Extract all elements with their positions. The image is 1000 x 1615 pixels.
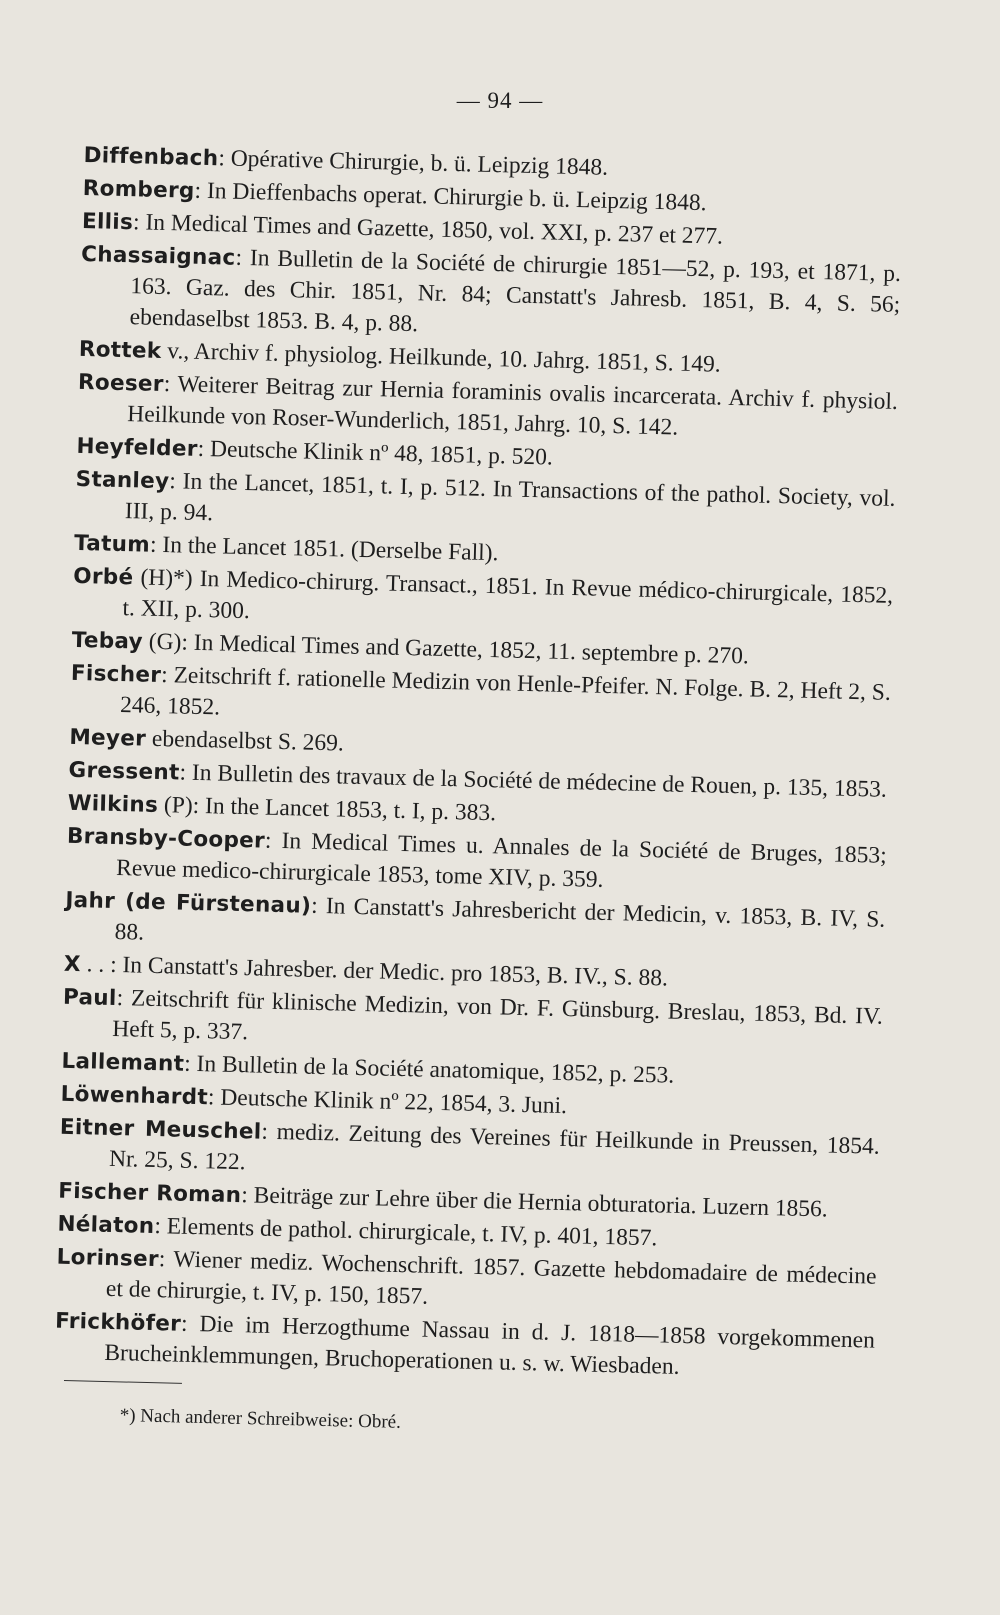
entry-separator: : xyxy=(154,1213,168,1240)
entry-separator: : xyxy=(116,985,132,1012)
entry-citation: In Bulletin de la Société de chirurgie 1851—52, p. 193, et 1871, p. 163. Gaz. des Chir. 1851, Nr. 84; Canstatt's Jahresb. 1851, B. 4, S. 56; ebendaselbst 1853. B. 4, p. 88. xyxy=(129,245,902,338)
entry-separator: : xyxy=(183,1050,197,1078)
bibliography-entry xyxy=(79,239,901,352)
entry-separator: : xyxy=(149,531,163,559)
entry-separator: : xyxy=(310,892,327,920)
entry-separator: : xyxy=(197,435,211,463)
entry-author: Romberg xyxy=(82,175,195,204)
entry-author: Stanley xyxy=(75,466,170,495)
entry-author: Frickhöfer xyxy=(54,1308,182,1337)
entry-separator: : xyxy=(179,759,193,786)
entry-citation: Zeitschrift f. rationelle Medizin von Henle-Pfeifer. N. Folge. B. 2, Heft 2, S. 246, 1852. xyxy=(119,662,892,721)
entry-author: Jahr (de Fürstenau) xyxy=(65,887,312,919)
entry-citation: mediz. Zeitung des Vereines für Heilkunde in Preussen, 1854. Nr. 25, S. 122. xyxy=(108,1119,880,1176)
bibliography-list xyxy=(54,140,904,1390)
entry-author: Lorinser xyxy=(56,1244,160,1273)
entry-citation: In Medical Times u. Annales de la Société de Bruges, 1853; Revue medico-chirurgicale 1853, tome XIV, p. 359. xyxy=(115,828,888,893)
entry-author: Paul xyxy=(62,984,117,1012)
entry-citation: In Bulletin des travaux de la Société de médecine de Rouen, p. 135, 1853. xyxy=(191,759,888,803)
entry-author: Fischer Roman xyxy=(58,1178,242,1209)
entry-citation: Weiterer Beitrag zur Hernia foraminis ovalis incarcerata. Archiv f. physiol. Heilkunde von Roser-Wunderlich, 1851, Jahrg. 10, S. 142. xyxy=(126,371,899,441)
entry-author: Orbé xyxy=(73,563,134,591)
entry-author: Roeser xyxy=(77,369,165,398)
entry-author: Bransby-Cooper xyxy=(66,823,266,854)
entry-citation: v., Archiv f. physiolog. Heilkunde, 10. Jahrg. 1851, S. 149. xyxy=(166,338,721,378)
entry-author: Nélaton xyxy=(57,1211,155,1240)
footnote: *) Nach anderer Schreibweise: Obré. xyxy=(119,1405,402,1433)
entry-author: X xyxy=(63,951,82,978)
entry-citation: In the Lancet, 1851, t. I, p. 512. In Transactions of the pathol. Society, vol. III, p. 94. xyxy=(124,468,896,527)
entry-author: Heyfelder xyxy=(76,433,198,462)
entry-author: Tatum xyxy=(73,530,151,558)
entry-author: Lallemant xyxy=(61,1048,185,1077)
entry-citation: Wiener mediz. Wochenschrift. 1857. Gazette hebdomadaire de médecine et de chirurgie, t. IV, p. 150, 1857. xyxy=(105,1246,877,1310)
entry-citation: In Canstatt's Jahresbericht der Medicin, v. 1853, B. IV, S. 88. xyxy=(114,893,886,946)
entry-separator: : xyxy=(160,662,174,689)
entry-separator: : xyxy=(218,145,232,172)
entry-citation: In Canstatt's Jahresber. der Medic. pro 1853, B. IV., S. 88. xyxy=(122,952,669,992)
entry-separator: : xyxy=(264,827,282,855)
entry-author: Meyer xyxy=(69,724,147,752)
entry-citation: ebendaselbst S. 269. xyxy=(151,725,345,757)
entry-author: Ellis xyxy=(81,208,134,236)
entry-citation: (G): In Medical Times and Gazette, 1852, 11. septembre p. 270. xyxy=(148,628,750,670)
entry-author: Fischer xyxy=(70,660,162,689)
entry-author: Diffenbach xyxy=(83,142,219,172)
entry-citation: In Dieffenbachs operat. Chirurgie b. ü. Leipzig 1848. xyxy=(206,178,707,217)
entry-separator: : xyxy=(163,371,178,398)
entry-citation: Deutsche Klinik nº 22, 1854, 3. Juni. xyxy=(220,1084,568,1120)
entry-citation: Beiträge zur Lehre über die Hernia obturatoria. Luzern 1856. xyxy=(253,1182,829,1223)
entry-author: Wilkins xyxy=(67,790,159,819)
entry-citation: (H)*) In Medico-chirurg. Transact., 1851. In Revue médico-chirurgicale, 1852, t. XII, p. 300. xyxy=(122,564,894,625)
entry-separator: : xyxy=(180,1310,200,1338)
entry-citation: Die im Herzogthume Nassau in d. J. 1818—1858 vorgekommenen Brucheinklemmungen, Bruchoperationen u. s. w. Wiesbaden. xyxy=(104,1311,876,1380)
entry-separator: : xyxy=(261,1118,277,1145)
entry-separator: : xyxy=(240,1182,255,1209)
entry-author: Gressent xyxy=(68,757,180,786)
entry-separator: : xyxy=(194,177,208,205)
entry-separator: : xyxy=(207,1084,221,1111)
entry-author: Löwenhardt xyxy=(60,1081,209,1111)
entry-author: Eitner Meuschel xyxy=(59,1114,262,1145)
entry-separator: : xyxy=(169,468,183,495)
entry-citation: (P): In the Lancet 1853, t. I, p. 383. xyxy=(163,792,497,827)
footnote-divider xyxy=(64,1380,182,1384)
entry-citation: Elements de pathol. chirurgicale, t. IV, p. 401, 1857. xyxy=(166,1213,658,1252)
entry-separator: : xyxy=(132,209,146,236)
entry-separator: . . : xyxy=(80,951,123,979)
entry-separator: : xyxy=(158,1246,174,1273)
entry-citation: In Medical Times and Gazette, 1850, vol. XXI, p. 237 et 277. xyxy=(145,209,724,250)
entry-author: Rottek xyxy=(78,336,162,364)
entry-author: Tebay xyxy=(71,627,144,655)
entry-citation: In the Lancet 1851. (Derselbe Fall). xyxy=(162,532,499,567)
entry-citation: Deutsche Klinik nº 48, 1851, p. 520. xyxy=(209,436,554,471)
entry-citation: In Bulletin de la Société anatomique, 1852, p. 253. xyxy=(196,1051,675,1089)
entry-separator: : xyxy=(235,244,251,272)
entry-author: Chassaignac xyxy=(80,241,236,271)
entry-citation: Opérative Chirurgie, b. ü. Leipzig 1848. xyxy=(230,145,609,181)
page-number: — 94 — xyxy=(456,88,544,113)
entry-citation: Zeitschrift für klinische Medizin, von Dr. F. Günsburg. Breslau, 1853, Bd. IV. Heft 5, p. 337. xyxy=(111,985,884,1046)
